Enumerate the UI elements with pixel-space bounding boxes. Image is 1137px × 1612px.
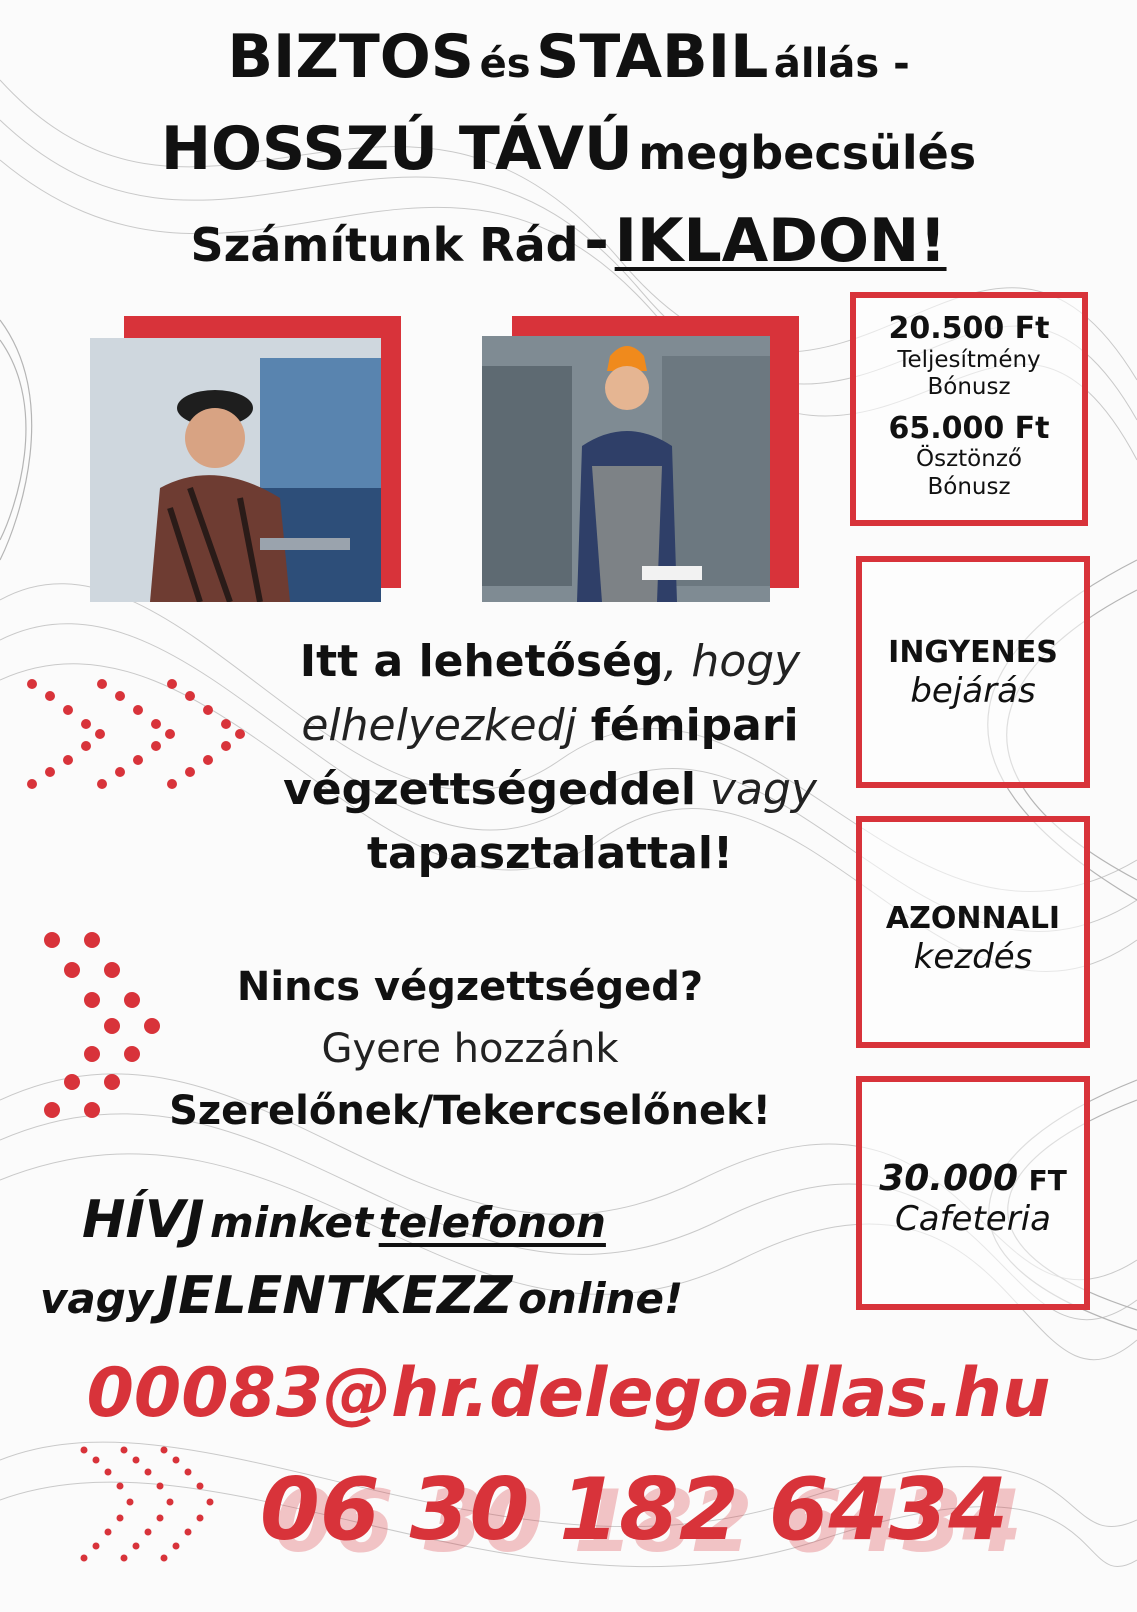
contact-phone[interactable]: 06 30 182 6434 [260, 1460, 1009, 1560]
opportunity-line-4 [250, 822, 850, 886]
cta-vagy: vagy [40, 1274, 154, 1323]
cafeteria-box [856, 1076, 1090, 1310]
bonus2-label-line2: Bónusz [927, 473, 1011, 500]
opportunity-hogy: , hogy [663, 636, 801, 687]
opportunity-paragraph [250, 630, 850, 886]
cta-line-2 [40, 1266, 683, 1326]
cta-minket: minket [210, 1198, 374, 1247]
cafeteria-amount-line [862, 1158, 1084, 1199]
worker-photo-1-illustration [90, 338, 381, 602]
cafeteria-label: Cafeteria [895, 1199, 1051, 1240]
free-commute-box [856, 556, 1090, 788]
headline-ikladon: IKLADON! [614, 206, 947, 276]
no-degree-question: Nincs végzettséged? [236, 964, 704, 1010]
bonus1-amount: 20.500 Ft [888, 311, 1050, 346]
free-commute-title: INGYENES [888, 635, 1058, 670]
bonus1-label-line1: Teljesítmény [897, 346, 1041, 373]
dotted-arrows-decoration-3 [76, 1442, 216, 1592]
dotted-arrows-decoration-1 [20, 672, 250, 792]
no-degree-invite: Gyere hozzánk [321, 1026, 619, 1072]
cta-hivj: HÍVJ [82, 1190, 205, 1250]
opportunity-vegzettsegeddel: végzettségeddel [283, 764, 696, 815]
immediate-start-box [856, 816, 1090, 1048]
immediate-start-subtitle: kezdés [913, 936, 1033, 977]
worker-photo-2-illustration [482, 336, 770, 602]
headline-biztos: BIZTOS [227, 22, 475, 92]
headline-line-1 [0, 22, 1137, 92]
no-degree-paragraph [120, 956, 820, 1142]
opportunity-line-1 [250, 630, 850, 694]
bonus2-amount: 65.000 Ft [888, 410, 1050, 446]
opportunity-elhelyezkedj: elhelyezkedj [301, 700, 577, 751]
bonus2-label-line1: Ösztönző [916, 446, 1022, 473]
cta-telefonon: telefonon [378, 1198, 606, 1247]
cafeteria-amount: 30.000 [879, 1158, 1019, 1199]
headline-hosszu-tavu: HOSSZÚ TÁVÚ [160, 114, 633, 184]
headline-dash: - [584, 206, 610, 276]
cta-jelentkezz: JELENTKEZZ [158, 1266, 513, 1326]
opportunity-tapasztalattal: tapasztalattal! [366, 828, 734, 879]
opportunity-vagy: vagy [709, 764, 817, 815]
opportunity-femipari: fémipari [590, 700, 799, 751]
headline-stabil: STABIL [536, 22, 769, 92]
worker-photo-2 [482, 336, 770, 602]
headline-line-3 [0, 206, 1137, 276]
bonus-box [850, 292, 1088, 526]
headline-es: és [479, 41, 531, 87]
bonus1-label-line2: Bónusz [927, 374, 1011, 401]
opportunity-line-2 [250, 694, 850, 758]
headline-line-2 [0, 114, 1137, 184]
headline-megbecsules: megbecsülés [638, 126, 977, 180]
free-commute-subtitle: bejárás [910, 670, 1036, 711]
opportunity-highlight: Itt a lehetőség [299, 636, 664, 687]
immediate-start-title: AZONNALI [885, 901, 1061, 936]
cta-line-1 [82, 1190, 606, 1250]
headline-szamitunk-rad: Számítunk Rád [190, 218, 579, 272]
contact-email[interactable]: 00083@hr.delegoallas.hu [86, 1354, 1051, 1433]
no-degree-roles: Szerelőnek/Tekercselőnek! [169, 1088, 771, 1134]
cta-online: online! [518, 1274, 684, 1323]
cafeteria-unit: FT [1028, 1164, 1067, 1197]
opportunity-line-3 [250, 758, 850, 822]
headline-allas: állás - [773, 41, 910, 87]
worker-photo-1 [90, 338, 381, 602]
